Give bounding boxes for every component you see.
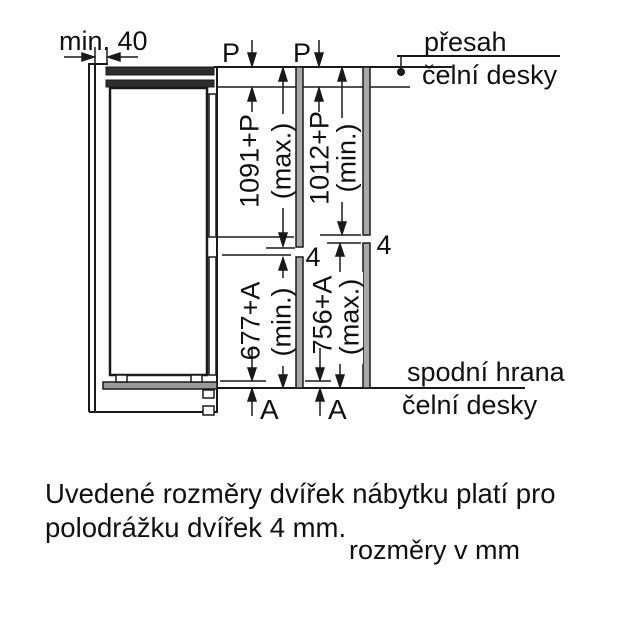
overhang-callout-line1: přesah bbox=[424, 27, 507, 57]
p-offset-label-right: P bbox=[292, 38, 312, 68]
appliance-door-edge bbox=[209, 94, 216, 375]
note-line2: polodrážku dvířek 4 mm. bbox=[45, 512, 347, 543]
lower-door-left-dimension: 677+A bbox=[235, 281, 266, 361]
upper-door-right-qualifier: (min.) bbox=[331, 123, 362, 193]
units-note: rozměry v mm bbox=[349, 535, 520, 565]
note-line1: Uvedené rozměry dvířek nábytku platí pro bbox=[45, 478, 556, 509]
door-gap-label-right: 4 bbox=[376, 230, 392, 260]
plinth-rail bbox=[103, 382, 217, 389]
lower-door-left-qualifier: (min.) bbox=[266, 287, 297, 357]
bottom-edge-callout-line1: spodní hrana bbox=[407, 357, 565, 387]
appliance-body bbox=[110, 88, 207, 375]
overhang-callout-line2: čelní desky bbox=[422, 60, 558, 90]
p-offset-label-left: P bbox=[221, 38, 241, 68]
lower-door-right-qualifier: (max.) bbox=[334, 278, 365, 356]
lower-door-right-dimension: 756+A bbox=[307, 275, 338, 355]
door-gap-label-left: 4 bbox=[305, 242, 321, 272]
a-offset-label-right: A bbox=[328, 394, 347, 425]
upper-door-right-dimension: 1012+P bbox=[304, 111, 335, 205]
min-gap-label: min. 40 bbox=[59, 26, 148, 56]
upper-door-left-qualifier: (max.) bbox=[266, 122, 297, 200]
bottom-edge-callout-line2: čelní desky bbox=[402, 390, 538, 420]
mounting-feet bbox=[116, 375, 214, 415]
upper-door-left-dimension: 1091+P bbox=[234, 114, 265, 208]
a-offset-label-left: A bbox=[260, 394, 279, 425]
top-fixing-rails bbox=[106, 67, 214, 87]
